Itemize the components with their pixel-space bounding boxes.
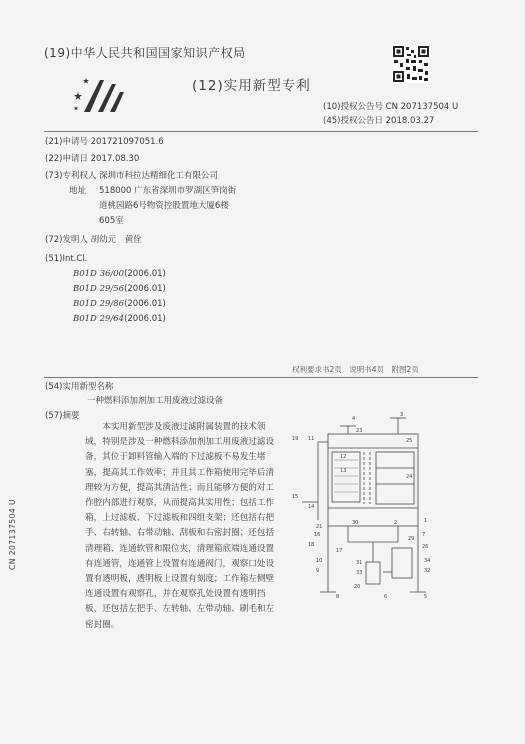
abstract-drawing	[288, 412, 438, 604]
ipc-entry	[73, 282, 166, 297]
ipc-entry	[73, 267, 166, 282]
application-date: (22)申请日 2017.08.30	[45, 154, 140, 164]
drawing-label: 19	[292, 436, 299, 442]
publication-date: (45)授权公告日 2018.03.27	[323, 116, 435, 126]
ipc-code: B01D 36/00	[73, 269, 125, 279]
ipc-version: (2006.01)	[124, 299, 166, 309]
drawing-label: 24	[406, 474, 413, 480]
header-rule	[44, 131, 478, 132]
ipc-code: B01D 29/86	[73, 299, 125, 309]
drawing-label: 4	[352, 416, 356, 422]
drawing-label: 10	[316, 558, 323, 564]
drawing-label: 6	[384, 594, 388, 600]
ipc-code: B01D 29/56	[73, 284, 125, 294]
drawing-label: 26	[422, 544, 429, 550]
drawing-label: 34	[424, 558, 431, 564]
patentee-name: 深圳市科拉达精细化工有限公司	[99, 171, 219, 181]
ipc-entry	[73, 297, 166, 312]
drawing-label: 33	[356, 570, 363, 576]
abstract-paragraph: 本实用新型涉及废液过滤附属装置的技术领域，特别是涉及一种燃料添加剂加工用废液过滤设备，其位于卸料管输入端的下过滤板不易发生堵塞，提高其工作效率；并且其工作箱使用完毕后清理较为方便，提高其清洁性；而且能够方便的对工作腔内部进行观察，从而提高其实用性；包括工作箱，上过滤板、下过滤板和四组支架；还包括右把手、右转轴、右带动轴、刮板和右密封圈；还包括清理箱、连通软管和限位夹，清理箱底端连通设置有连通管，连通管上设置有连通阀门，观察口处设置有透明板，透明板上设置有刻度；工作箱左侧壁连通设置有观察孔，并在观察孔处设置有透明挡板，还包括左把手、左转轴、左带动轴、刷毛和左密封圈。	[85, 422, 275, 630]
drawing-label: 15	[292, 494, 299, 500]
drawing-label: 7	[422, 532, 426, 538]
abstract-label: (57)摘要	[45, 411, 80, 421]
drawing-label: 29	[408, 536, 415, 542]
drawing-label: 8	[336, 594, 340, 600]
address-line: 道桃园路6号物资控股置地大厦6楼	[99, 201, 229, 211]
drawing-label: 25	[406, 438, 413, 444]
abstract-text	[85, 420, 275, 633]
drawing-label: 21	[316, 524, 323, 530]
drawing-label: 30	[352, 520, 359, 526]
drawing-label: 3	[400, 412, 404, 418]
drawing-label: 20	[354, 584, 361, 590]
cnipa-logo	[72, 72, 130, 116]
drawing-label: 32	[424, 568, 431, 574]
utility-model-title: 一种燃料添加剂加工用废液过滤设备	[87, 396, 224, 406]
document-type: (12)实用新型专利	[192, 78, 311, 94]
ipc-version: (2006.01)	[124, 284, 166, 294]
patentee-label: (73)专利权人	[45, 171, 97, 181]
drawing-label: 31	[356, 560, 363, 566]
section-rule	[44, 377, 478, 378]
drawing-label: 11	[308, 436, 315, 442]
application-number: (21)申请号 201721097051.6	[45, 137, 164, 147]
address-line: 605室	[99, 216, 124, 226]
drawing-label: 1	[424, 518, 428, 524]
address-label: 地址	[69, 186, 87, 196]
ipc-label: (51)Int.Cl.	[45, 254, 88, 264]
drawing-label: 17	[336, 548, 343, 554]
drawing-label: 2	[394, 520, 398, 526]
drawing-label: 9	[316, 568, 320, 574]
side-publication-number: CN 207137504 U	[8, 498, 17, 570]
drawing-label: 14	[308, 504, 315, 510]
issuing-authority: (19)中华人民共和国国家知识产权局	[44, 46, 246, 60]
publication-number: (10)授权公告号 CN 207137504 U	[323, 102, 459, 112]
qr-code	[392, 45, 430, 83]
drawing-label: 13	[340, 468, 347, 474]
ipc-code: B01D 29/64	[73, 314, 125, 324]
inventors: (72)发明人 胡幼元 黄佺	[45, 235, 142, 245]
drawing-label: 5	[424, 594, 428, 600]
drawing-label: 12	[340, 454, 347, 460]
drawing-label: 18	[308, 542, 315, 548]
drawing-label: 16	[314, 532, 321, 538]
page-counts: 权利要求书2页 说明书4页 附图2页	[292, 365, 419, 374]
title-label: (54)实用新型名称	[45, 382, 114, 392]
ipc-version: (2006.01)	[124, 314, 166, 324]
drawing-label: 23	[356, 428, 363, 434]
ipc-version: (2006.01)	[124, 269, 166, 279]
address-line: 518000 广东省深圳市罗湖区笋岗街	[99, 186, 237, 196]
ipc-entry	[73, 312, 166, 327]
